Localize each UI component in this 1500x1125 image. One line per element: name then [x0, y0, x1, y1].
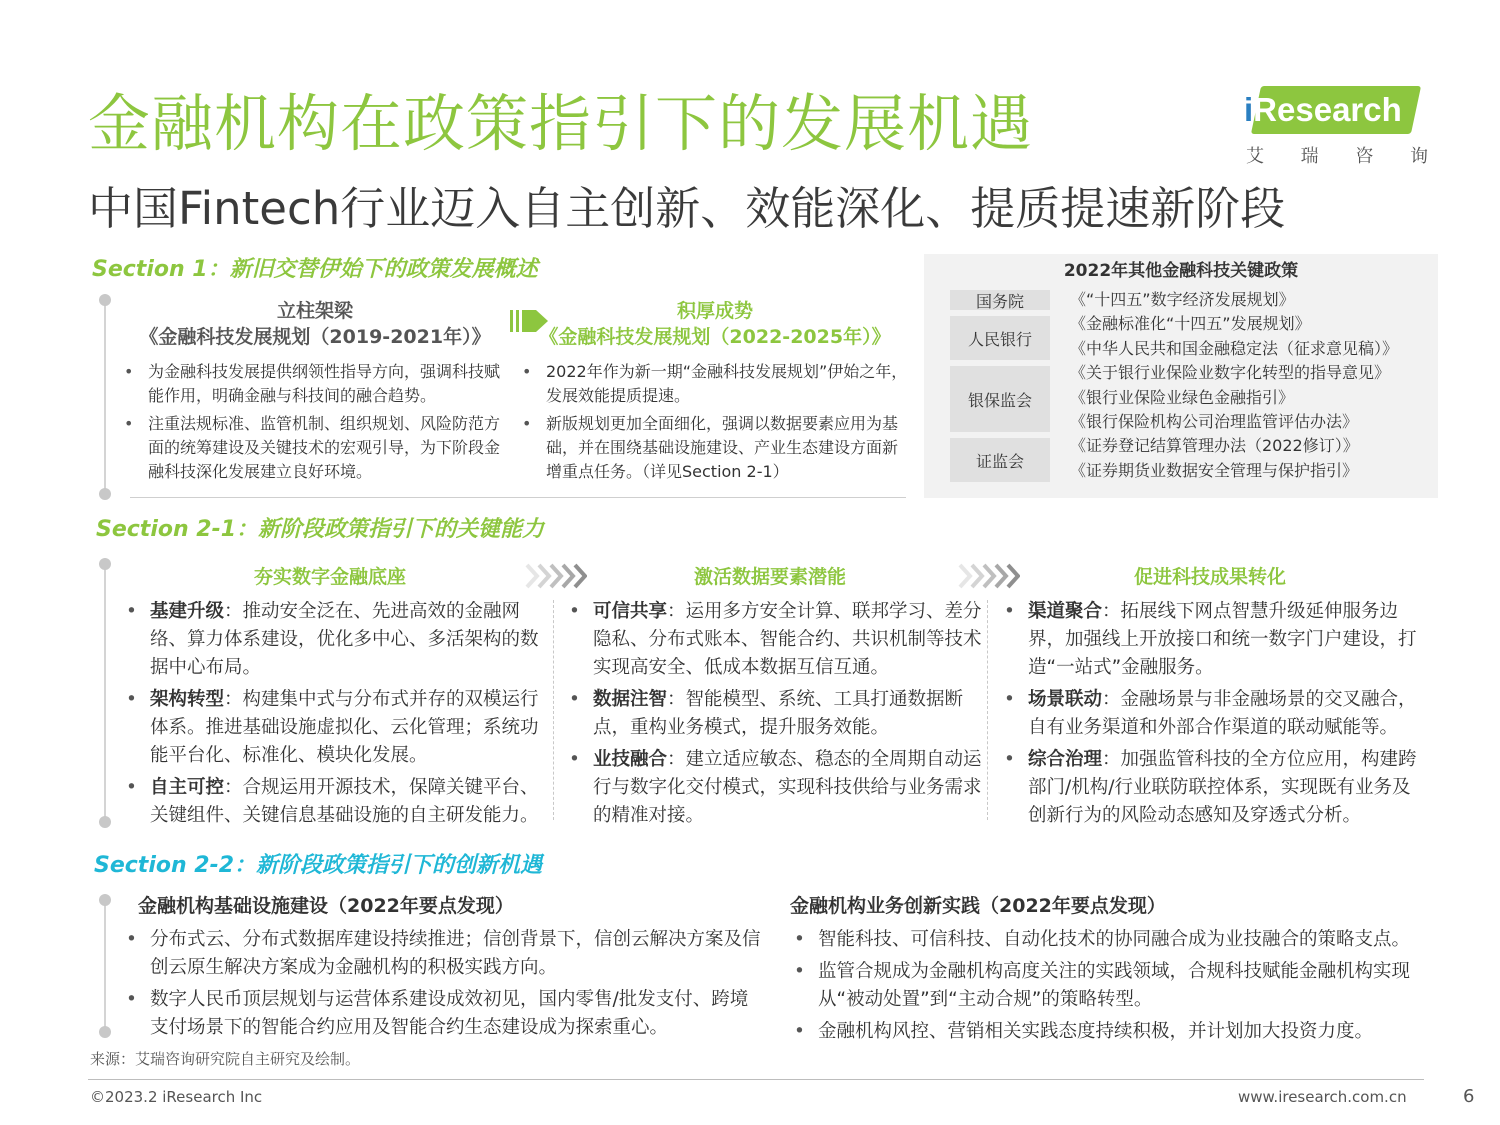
- s22-right-title: 金融机构业务创新实践（2022年要点发现）: [790, 895, 1166, 917]
- list-item: • 注重法规标准、监管机制、组织规划、风险防范方面的统筹建设及关键技术的宏观引导，为下阶段金融科技深化发展建立良好环境。: [120, 412, 510, 484]
- website-url: www.iresearch.com.cn: [1238, 1088, 1407, 1106]
- page-title: 金融机构在政策指引下的发展机遇: [88, 87, 1034, 160]
- timeline-dot: [99, 488, 111, 500]
- list-item: • 监管合规成为金融机构高度关注的实践领域，合规科技赋能金融机构实现从“被动处置”到“主动合规”的策略转型。: [790, 958, 1440, 1014]
- policy-box: [924, 254, 1438, 498]
- list-item: • 可信共享：运用多方安全计算、联邦学习、差分隐私、分布式账本、智能合约、共识机制等技术实现高安全、低成本数据互信互通。: [565, 598, 983, 682]
- policy-label: 证监会: [950, 438, 1050, 482]
- policy-item: 《关于银行业保险业数字化转型的指导意见》: [1070, 363, 1391, 383]
- page-subtitle: 中国Fintech行业迈入自主创新、效能深化、提质提速新阶段: [88, 182, 1286, 235]
- list-item: • 基建升级：推动安全泛在、先进高效的金融网络、算力体系建设，优化多中心、多活架构的数据中心布局。: [122, 598, 542, 682]
- logo-wordmark: Research: [1253, 91, 1402, 128]
- logo-i: i: [1244, 91, 1254, 128]
- list-item: • 2022年作为新一期“金融科技发展规划”伊始之年，发展效能提质提速。: [518, 360, 912, 408]
- policy-label: 银保监会: [950, 366, 1050, 432]
- section22-heading: Section 2-2：新阶段政策指引下的创新机遇: [94, 853, 543, 878]
- timeline-dot: [99, 1026, 111, 1038]
- iresearch-logo: [1238, 80, 1433, 168]
- s21-col2: [565, 598, 983, 834]
- policy-item: 《银行保险机构公司治理监管评估办法》: [1070, 412, 1359, 432]
- timeline-dot: [99, 816, 111, 828]
- list-item: • 场景联动：金融场景与非金融场景的交叉融合，自有业务渠道和外部合作渠道的联动赋能等。: [1000, 686, 1425, 742]
- list-item: • 综合治理：加强监管科技的全方位应用，构建跨部门/机构/行业联防联控体系，实现既有业务及创新行为的风险动态感知及穿透式分析。: [1000, 746, 1425, 830]
- section21-heading: Section 2-1：新阶段政策指引下的关键能力: [96, 517, 545, 542]
- s1-right-title2: 《金融科技发展规划（2022-2025年）》: [539, 326, 891, 348]
- s1-right-title1: 积厚成势: [676, 300, 753, 322]
- timeline-dot: [99, 558, 111, 570]
- s21-col3-title: 促进科技成果转化: [1133, 566, 1286, 588]
- s21-col1-title: 夯实数字金融底座: [253, 566, 406, 588]
- s21-col3: [1000, 598, 1425, 834]
- list-item: • 架构转型：构建集中式与分布式并存的双模运行体系。推进基础设施虚拟化、云化管理；系统功能平台化、标准化、模块化发展。: [122, 686, 542, 770]
- policy-list: [1070, 288, 1398, 483]
- s22-left: [122, 892, 762, 1046]
- list-item: • 渠道聚合：拓展线下网点智慧升级延伸服务边界，加强线上开放接口和统一数字门户建设，打造“一站式”金融服务。: [1000, 598, 1425, 682]
- policy-item: 《“十四五”数字经济发展规划》: [1070, 290, 1295, 309]
- policy-item: 《证券登记结算管理办法（2022修订）》: [1070, 436, 1359, 456]
- list-item: • 业技融合：建立适应敏态、稳态的全周期自动运行与数字化交付模式，实现科技供给与业务需求的精准对接。: [565, 746, 983, 830]
- list-item: • 分布式云、分布式数据库建设持续推进；信创背景下，信创云解决方案及信创云原生解决方案成为金融机构的积极实践方向。: [122, 926, 762, 982]
- list-item: • 自主可控：合规运用开源技术，保障关键平台、关键组件、关键信息基础设施的自主研发能力。: [122, 774, 542, 830]
- list-item: • 数据注智：智能模型、系统、工具打通数据断点，重构业务模式，提升服务效能。: [565, 686, 983, 742]
- list-item: • 新版规划更加全面细化，强调以数据要素应用为基础，并在围绕基础设施建设、产业生态建设方面新增重点任务。（详见Section 2-1）: [518, 412, 912, 484]
- policy-box-title: 2022年其他金融科技关键政策: [1063, 261, 1299, 281]
- s21-col1: [122, 598, 542, 834]
- list-item: • 数字人民币顶层规划与运营体系建设成效初见，国内零售/批发支付、跨境支付场景下的智能合约应用及智能合约生态建设成为探索重心。: [122, 986, 762, 1042]
- list-item: • 智能科技、可信科技、自动化技术的协同融合成为业技融合的策略支点。: [790, 926, 1440, 954]
- timeline-dot: [99, 294, 111, 306]
- policy-label: 人民银行: [950, 316, 1050, 360]
- s21-col2-title: 激活数据要素潜能: [693, 566, 846, 588]
- policy-item: 《证券期货业数据安全管理与保护指引》: [1070, 460, 1359, 480]
- chevrons-right-icon: [525, 562, 587, 590]
- logo-chinese: 艾 瑞 咨 询: [1246, 146, 1428, 167]
- timeline-dot: [99, 894, 111, 906]
- policy-item: 《金融标准化“十四五”发展规划》: [1070, 314, 1311, 334]
- source-note: 来源：艾瑞咨询研究院自主研究及绘制。: [90, 1050, 361, 1068]
- list-item: • 为金融科技发展提供纲领性指导方向，强调科技赋能作用，明确金融与科技间的融合趋势。: [120, 360, 510, 408]
- policy-item: 《中华人民共和国金融稳定法（征求意见稿）》: [1070, 338, 1399, 358]
- chevrons-right-icon: [958, 562, 1020, 590]
- s22-right: [790, 892, 1440, 1050]
- page-number: 6: [1463, 1086, 1475, 1107]
- section1-heading: Section 1：新旧交替伊始下的政策发展概述: [92, 257, 538, 282]
- policy-item: 《银行业保险业绿色金融指引》: [1070, 387, 1295, 407]
- s1-left-title2: 《金融科技发展规划（2019-2021年）》: [139, 326, 491, 348]
- s1-left-title1: 立柱架梁: [276, 300, 353, 322]
- section1-right: [518, 298, 912, 488]
- section1-left: [120, 298, 510, 488]
- copyright: ©2023.2 iResearch Inc: [90, 1088, 263, 1106]
- policy-label: 国务院: [950, 290, 1050, 310]
- s22-left-title: 金融机构基础设施建设（2022年要点发现）: [138, 895, 514, 917]
- list-item: • 金融机构风控、营销相关实践态度持续积极，并计划加大投资力度。: [790, 1018, 1440, 1046]
